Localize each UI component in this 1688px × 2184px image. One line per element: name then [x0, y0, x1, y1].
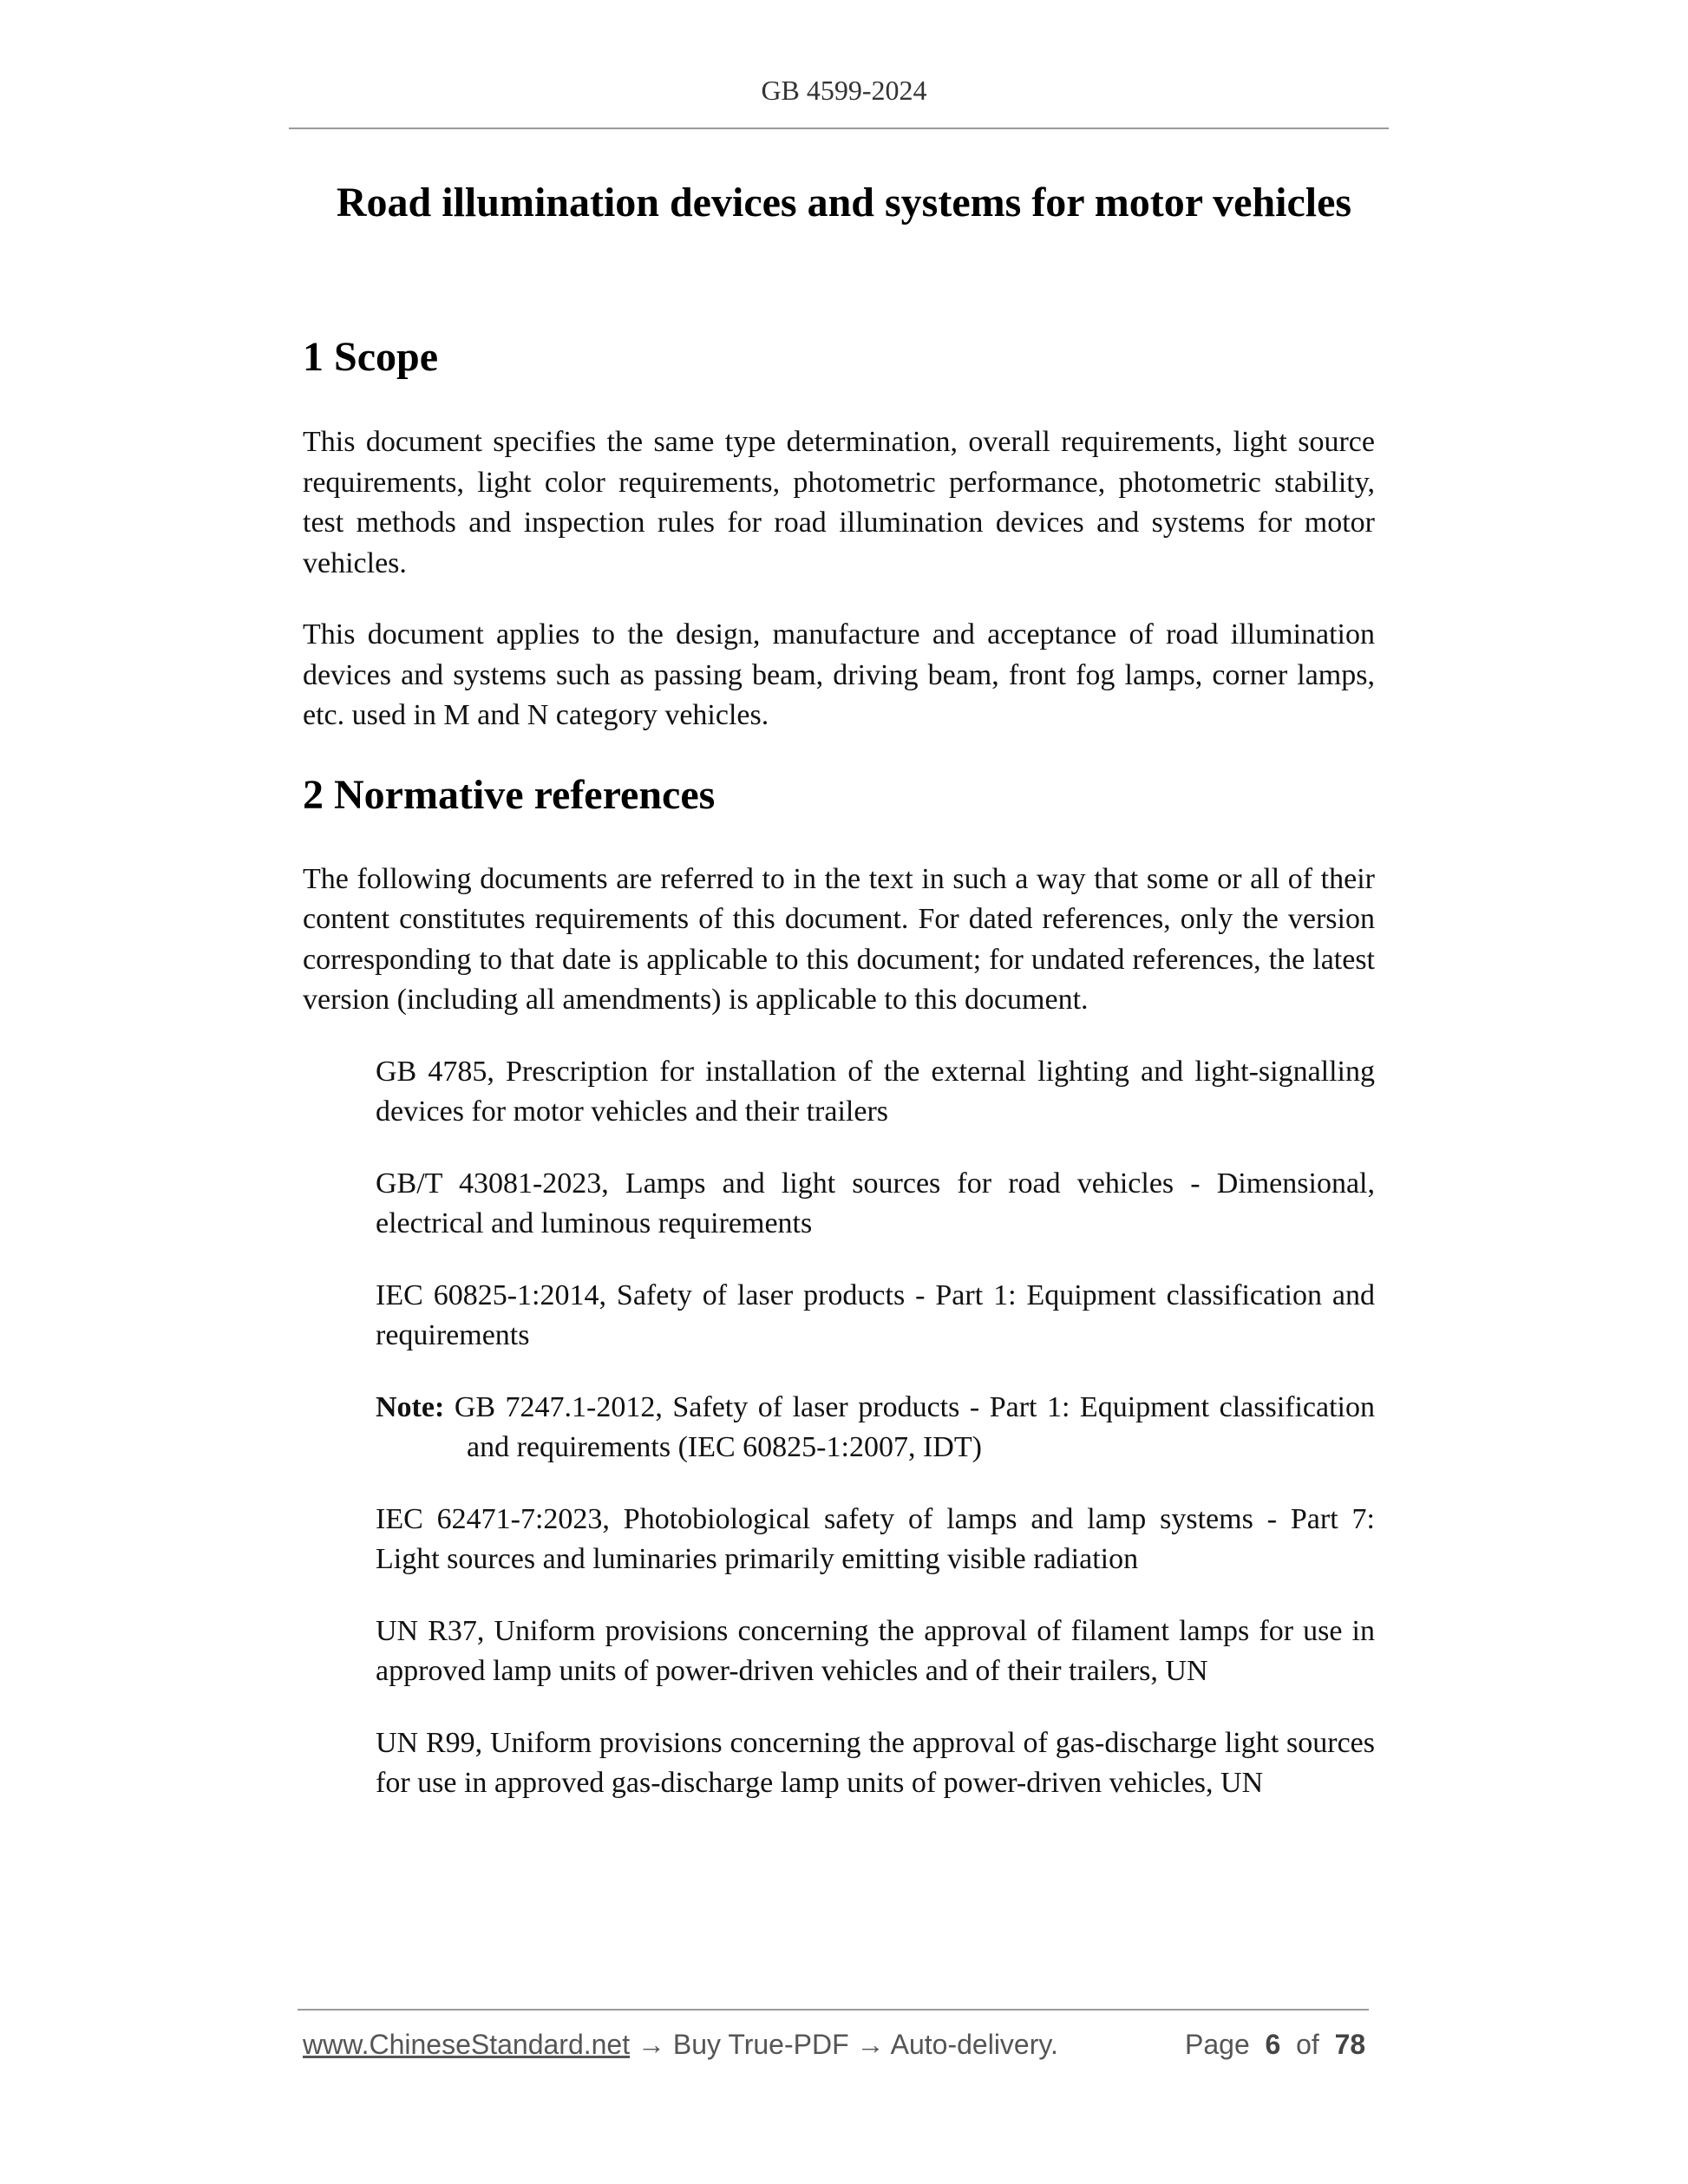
- footer-divider: [298, 2009, 1369, 2011]
- footer-promo-text: → Buy True-PDF → Auto-delivery.: [630, 2029, 1058, 2060]
- reference-item: IEC 60825-1:2014, Safety of laser products - Part 1: Equipment classification and requirements: [376, 1278, 1375, 1351]
- footer-promo: [303, 2029, 1058, 2061]
- reference-item: UN R99, Uniform provisions concerning the approval of gas-discharge light sources for use in approved gas-discharge lamp units of power-driven vehicles, UN: [376, 1726, 1375, 1799]
- section-heading-scope: 1 Scope: [303, 334, 438, 380]
- running-header: GB 4599-2024: [761, 75, 927, 106]
- note-label: Note:: [376, 1390, 445, 1423]
- website-link[interactable]: www.ChineseStandard.net: [303, 2029, 631, 2060]
- scope-paragraph: This document applies to the design, manufacture and acceptance of road illumination devices and systems such as passing beam, driving beam, front fog lamps, corner lamps, etc. used in M and N category vehicles.: [303, 618, 1375, 731]
- reference-note: [376, 1388, 1375, 1468]
- reference-item: GB/T 43081-2023, Lamps and light sources for road vehicles - Dimensional, electrical and luminous requirements: [376, 1167, 1375, 1239]
- page-current: 6: [1265, 2029, 1281, 2060]
- reference-item: GB 4785, Prescription for installation of the external lighting and light-signalling devices for motor vehicles and their trailers: [376, 1055, 1375, 1128]
- document-title: Road illumination devices and systems for motor vehicles: [336, 180, 1352, 226]
- scope-paragraph: This document specifies the same type determination, overall requirements, light source requirements, light color requirements, photometric performance, photometric stability, test methods and inspection rules for road illumination devices and systems for motor vehicles.: [303, 426, 1375, 579]
- note-text: GB 7247.1-2012, Safety of laser products - Part 1: Equipment classification and requirements (IEC 60825-1:2007, IDT): [454, 1390, 1376, 1463]
- document-body: [303, 333, 1375, 1804]
- of-label: of: [1296, 2029, 1319, 2060]
- section-heading-normative-references: 2 Normative references: [303, 771, 716, 818]
- page-label: Page: [1185, 2029, 1250, 2060]
- reference-item: IEC 62471-7:2023, Photobiological safety of lamps and lamp systems - Part 7: Light sources and luminaries primarily emitting visible radiation: [376, 1502, 1375, 1575]
- header-divider: [289, 128, 1389, 129]
- reference-item: UN R37, Uniform provisions concerning the approval of filament lamps for use in approved lamp units of power-driven vehicles and of their trailers, UN: [376, 1614, 1375, 1687]
- page-total: 78: [1334, 2029, 1366, 2060]
- page-indicator: [1185, 2029, 1365, 2061]
- normative-intro-paragraph: The following documents are referred to in the text in such a way that some or all of their content constitutes requirements of this document. For dated references, only the version corresponding to that date is applicable to this document; for undated references, the latest version (including all amendments) is applicable to this document.: [303, 862, 1375, 1016]
